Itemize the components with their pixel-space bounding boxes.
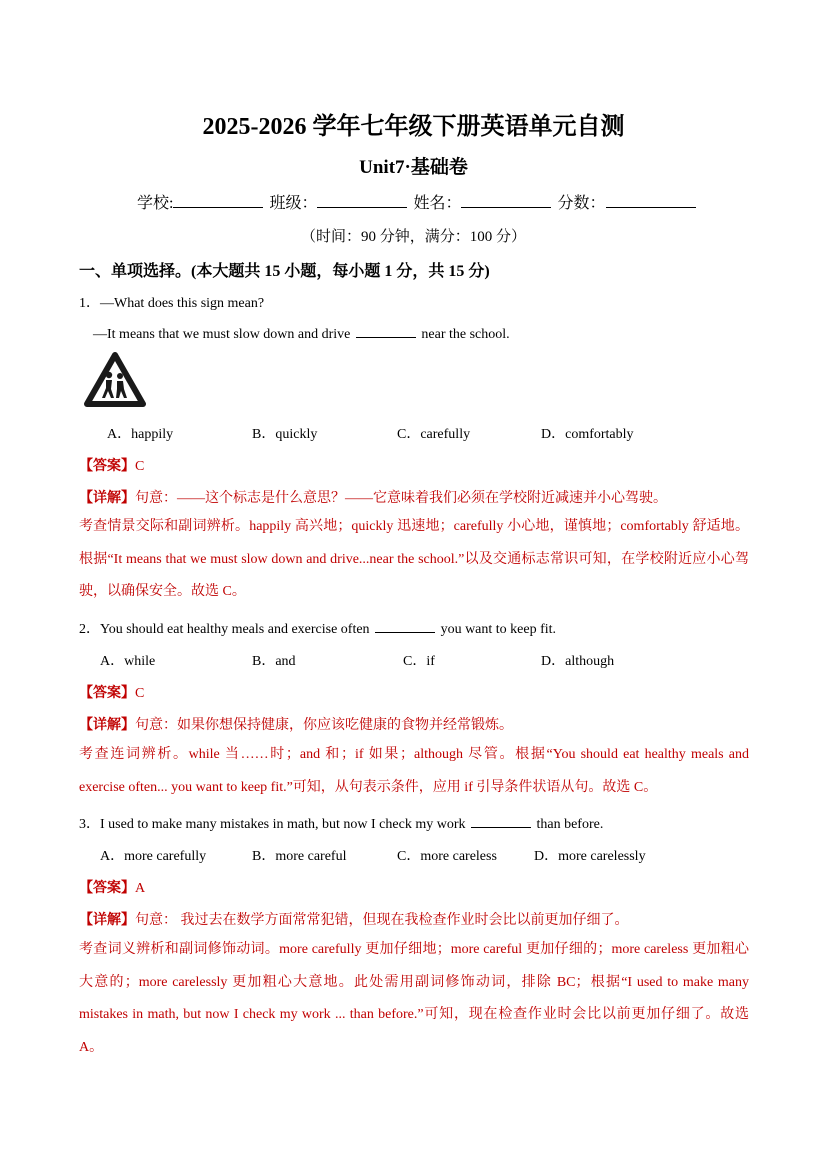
option-c[interactable]: C．carefully xyxy=(397,427,471,442)
school-children-crossing-sign-icon xyxy=(84,352,146,408)
question-text: you want to keep fit. xyxy=(440,622,557,637)
question-text: near the school. xyxy=(421,327,510,342)
option-a[interactable]: A．happily xyxy=(107,427,174,442)
question-1-line-2 xyxy=(93,325,510,343)
score-label: 分数： xyxy=(557,195,606,212)
question-text: You should eat healthy meals and exercise often xyxy=(100,622,370,637)
question-text: I used to make many mistakes in math, but now I check my work xyxy=(100,817,466,832)
option-b[interactable]: B．and xyxy=(252,654,296,669)
class-blank[interactable] xyxy=(317,193,407,208)
detail-line xyxy=(79,714,513,734)
question-2-line-1 xyxy=(79,618,556,638)
question-3-line-1 xyxy=(79,813,603,833)
option-b[interactable]: B．more careful xyxy=(252,849,347,864)
name-blank[interactable] xyxy=(461,193,551,208)
option-c[interactable]: C．if xyxy=(403,654,435,669)
question-number: 2． xyxy=(79,622,100,637)
name-label: 姓名： xyxy=(413,195,462,212)
question-text: than before. xyxy=(536,817,604,832)
answer-blank xyxy=(471,815,531,828)
detail-translation: 句意： 我过去在数学方面常常犯错，但现在我检查作业时会比以前更加仔细了。 xyxy=(135,913,629,928)
option-a[interactable]: A．more carefully xyxy=(100,849,207,864)
detail-label: 【详解】 xyxy=(79,718,135,733)
detail-explanation: 考查情景交际和副词辨析。happily 高兴地；quickly 迅速地；carefully 小心地，谨慎地；comfortably 舒适地。根据“It means that we must slow down and drive...near the school.”以及交通标志常识可知，在学校附近应小心驾驶，以确保安全。故选 C。 xyxy=(79,519,749,599)
question-text: —What does this sign mean? xyxy=(100,296,265,311)
class-label: 班级： xyxy=(269,195,318,212)
answer-value: C xyxy=(135,686,145,701)
option-d[interactable]: D．comfortably xyxy=(541,427,634,442)
answer-value: A xyxy=(135,881,146,896)
detail-explanation: 考查词义辨析和副词修饰动词。more carefully 更加仔细地；more careful 更加仔细的；more careless 更加粗心大意的；more carelessly 更加粗心大意地。此处需用副词修饰动词，排除 BC；根据“I used to make many mistakes in math, but now I check my work ... than before.”可知，现在检查作业时会比以前更加仔细了。故选 A。 xyxy=(79,942,749,1055)
answer-label: 【答案】 xyxy=(79,881,135,896)
student-info-line xyxy=(137,190,698,213)
detail-translation: 句意：如果你想保持健康，你应该吃健康的食物并经常锻炼。 xyxy=(135,718,513,733)
option-a[interactable]: A．while xyxy=(100,654,156,669)
score-blank[interactable] xyxy=(606,193,696,208)
answer-value: C xyxy=(135,459,145,474)
detail-line xyxy=(79,487,667,507)
option-d[interactable]: D．although xyxy=(541,654,615,669)
detail-explanation: 考查连词辨析。while 当……时；and 和；if 如果；although 尽管。根据“You should eat healthy meals and exercise often... you want to keep fit.”可知，从句表示条件，应用 if 引导条件状语从句。故选 C。 xyxy=(79,747,749,795)
section-title: 一、单项选择。(本大题共 15 小题，每小题 1 分，共 15 分) xyxy=(79,263,490,280)
detail-label: 【详解】 xyxy=(79,491,135,506)
answer-line xyxy=(79,455,144,475)
question-number: 1． xyxy=(79,296,100,311)
answer-line xyxy=(79,877,145,897)
detail-translation: 句意：——这个标志是什么意思？——它意味着我们必须在学校附近减速并小心驾驶。 xyxy=(135,491,667,506)
time-note: （时间：90 分钟，满分：100 分） xyxy=(300,229,526,245)
school-blank[interactable] xyxy=(173,193,263,208)
page-title: 2025-2026 学年七年级下册英语单元自测 xyxy=(202,114,625,140)
option-c[interactable]: C．more careless xyxy=(397,849,497,864)
detail-line xyxy=(79,909,629,929)
answer-blank xyxy=(356,325,416,338)
question-number: 3． xyxy=(79,817,100,832)
school-label: 学校: xyxy=(137,195,174,212)
answer-label: 【答案】 xyxy=(79,686,135,701)
detail-label: 【详解】 xyxy=(79,913,135,928)
page-subtitle: Unit7·基础卷 xyxy=(359,157,468,178)
question-text: —It means that we must slow down and drive xyxy=(93,327,351,342)
option-b[interactable]: B．quickly xyxy=(252,427,318,442)
answer-line xyxy=(79,682,144,702)
question-1-line-1 xyxy=(79,292,264,312)
answer-label: 【答案】 xyxy=(79,459,135,474)
answer-blank xyxy=(375,620,435,633)
option-d[interactable]: D．more carelessly xyxy=(534,849,646,864)
